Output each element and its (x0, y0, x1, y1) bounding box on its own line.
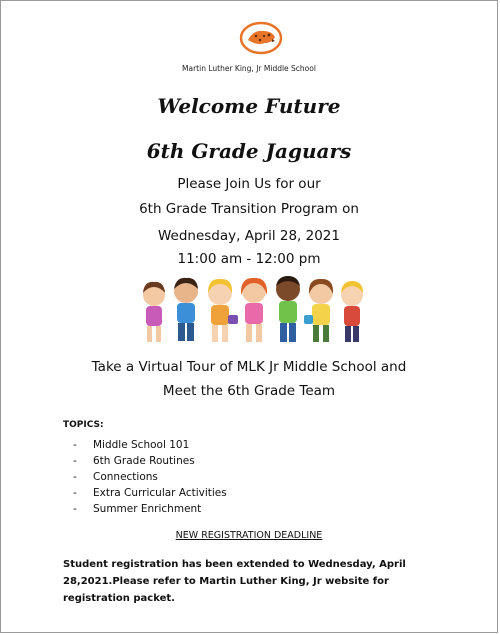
event-date: Wednesday, April 28, 2021 (157, 228, 340, 244)
tour-line-2: Meet the 6th Grade Team (162, 383, 336, 399)
topic-label: Summer Enrichment (93, 503, 202, 515)
topic-label: Connections (93, 471, 158, 483)
school-name: Martin Luther King, Jr Middle School (182, 64, 316, 73)
registration-note: Student registration has been extended to Wednesday, April 28,2021.Please refer to Martin Luther King, Jr website for registration packet. (63, 559, 406, 604)
event-time: 11:00 am - 12:00 pm (177, 251, 321, 267)
topic-label: Extra Curricular Activities (93, 487, 227, 499)
child-figure (276, 276, 300, 342)
jaguar-logo-icon (239, 21, 283, 55)
deadline-heading: NEW REGISTRATION DEADLINE (175, 530, 323, 541)
child-figure (341, 281, 363, 342)
list-item: - 6th Grade Routines (73, 455, 195, 467)
children-group-illustration (136, 271, 368, 349)
list-item: - Summer Enrichment (73, 503, 202, 515)
invite-line-2: 6th Grade Transition Program on (139, 201, 359, 217)
child-figure (143, 282, 165, 342)
invite-line-1: Please Join Us for our (177, 176, 321, 192)
topic-label: Middle School 101 (93, 439, 190, 451)
child-figure (241, 278, 267, 342)
topics-heading: TOPICS: (63, 420, 104, 430)
title-line-2: 6th Grade Jaguars (146, 139, 352, 163)
list-item: - Connections (73, 471, 158, 483)
list-item: - Middle School 101 (73, 439, 190, 451)
topics-list (73, 437, 227, 517)
child-figure (208, 279, 238, 342)
list-item: - Extra Curricular Activities (73, 487, 227, 499)
title-line-1: Welcome Future (157, 94, 341, 118)
topic-label: 6th Grade Routines (93, 455, 195, 467)
child-figure (174, 278, 198, 341)
tour-line-1: Take a Virtual Tour of MLK Jr Middle School and (91, 359, 407, 375)
child-figure (304, 279, 333, 342)
